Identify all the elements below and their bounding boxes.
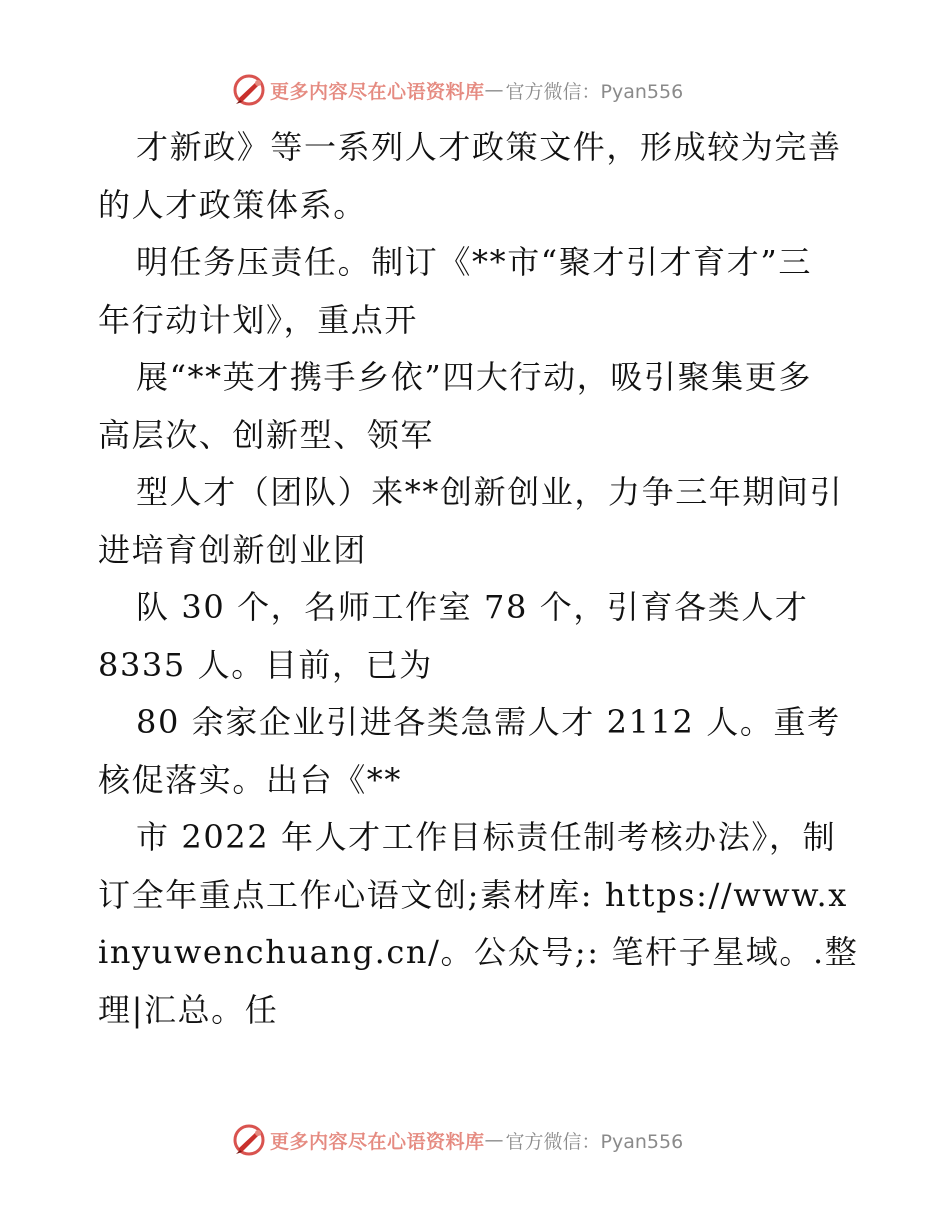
text-line: 8335 人。目前，已为	[98, 645, 433, 684]
text-line: 市 2022 年人才工作目标责任制考核办法》，制	[136, 818, 837, 856]
header-banner	[232, 72, 732, 108]
footer-banner	[232, 1122, 732, 1158]
document-body	[98, 119, 858, 1039]
text-line: inyuwenchuang.cn/。公众号;: 笔杆子星域。.整	[98, 933, 858, 971]
text-line: 的人才政策体系。	[98, 185, 367, 224]
official-wechat-text: 官方微信：Pyan556	[505, 80, 684, 103]
brand-text: 更多内容尽在心语资料库	[270, 80, 485, 103]
text-line: 订全年重点工作心语文创;素材库: https://www.x	[98, 875, 848, 914]
pen-circle-logo-icon	[232, 1123, 266, 1157]
text-line: 进培育创新创业团	[98, 530, 367, 569]
text-line: 队 30 个，名师工作室 78 个，引育各类人才	[136, 588, 809, 626]
text-line: 型人才（团队）来**创新创业，力争三年期间引	[136, 473, 844, 511]
text-line: 理|汇总。任	[98, 990, 279, 1029]
text-line: 展“**英才携手乡依”四大行动，吸引聚集更多	[136, 358, 812, 396]
text-line: 核促落实。出台《**	[98, 760, 403, 799]
official-wechat-text: 官方微信：Pyan556	[505, 1130, 684, 1153]
text-line: 高层次、创新型、领军	[98, 415, 435, 454]
text-line: 80 余家企业引进各类急需人才 2112 人。重考	[136, 703, 841, 741]
separator-dash: —	[484, 79, 504, 101]
brand-text: 更多内容尽在心语资料库	[270, 1130, 485, 1153]
separator-dash: —	[484, 1129, 504, 1151]
text-line: 明任务压责任。制订《**市“聚才引才育才”三	[136, 243, 812, 281]
text-line: 才新政》等一系列人才政策文件，形成较为完善	[136, 128, 842, 166]
pen-circle-logo-icon	[232, 73, 266, 107]
text-line: 年行动计划》，重点开	[98, 300, 419, 339]
